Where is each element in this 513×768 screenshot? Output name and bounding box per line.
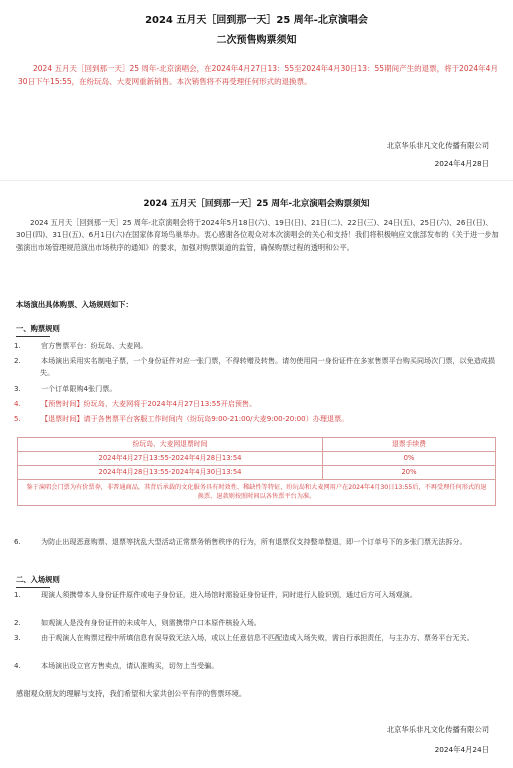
rules-heading: 一、购票规则 [16, 324, 60, 333]
entry-heading: 二、入场规则 [16, 575, 60, 584]
rule-item-6: 6. 为防止出现恶意购票、退票等扰乱大型活动正常票务销售秩序的行为，所有退票仅支持整单整退，即一个订单号下的多张门票无法拆分。 [14, 537, 467, 546]
rules-heading-underline [16, 336, 50, 337]
notice2-issuer: 北京华乐非凡文化传播有限公司 [386, 725, 489, 734]
table-cell-time: 2024年4月28日13:55-2024年4月30日13:54 [18, 466, 323, 480]
table-row [18, 466, 496, 480]
rule-item-5-refund-time: 5. 【退票时间】请于各售票平台客服工作时间内（纷玩岛9:00-21:00/大麦9:00-20:00）办理退票。 [14, 414, 349, 423]
entry-item-1: 1. 现演人须携带本人身份证件原件或电子身份证，进入场馆时需验证身份证件，同时进行人脸识别，通过后方可入场观演。 [14, 590, 417, 599]
table-note: 鉴于演唱会门票为有价票券，非普通商品，其背后承载的文化服务具有时效性、稀缺性等特征，纷玩岛和大麦网用户在2024年4月30日13:55后，不再受理任何形式的退换票、退款则按照时间以各售票平台为准。 [18, 480, 496, 506]
rule-item-3: 3. 一个订单限购4张门票。 [14, 384, 117, 393]
entry-item-3: 3. 由于观演人在购票过程中所填信息有误导致无法入场，或以上任意信息不匹配造成入场失败，需自行承担责任，与主办方、票务平台无关。 [14, 633, 474, 642]
rule-item-2: 2. 本场演出采用实名制电子票，一个身份证件对应一张门票，不得转赠及转售。请勿使用同一身份证件在多家售票平台购买同场次门票，以免造成损失。 [14, 356, 495, 378]
entry-item-4: 4. 本场演出设立官方售卖点，请认准购买，切勿上当受骗。 [14, 661, 219, 670]
rule-item-4-presale-time: 4. 【预售时间】纷玩岛、大麦网将于2024年4月27日13:55开启预售。 [14, 399, 257, 408]
table-note-row [18, 480, 496, 506]
table-cell-fee: 20% [323, 466, 496, 480]
table-header-row [18, 438, 496, 452]
table-cell-fee: 0% [323, 452, 496, 466]
rule-item-1: 1. 官方售票平台：纷玩岛、大麦网。 [14, 341, 148, 350]
howto-heading: 本场演出具体购票、入场规则如下： [16, 300, 133, 309]
notice1-date: 2024年4月28日 [434, 159, 489, 168]
notice1-title-line2: 二次预售购票须知 [216, 35, 297, 46]
notice2-intro: 2024 五月天［回到那一天］25 周年-北京演唱会将于2024年5月18日(六)、19日(日)、21日(二)、22日(三)、24日(五)、25日(六)、26日(日)、30日(四)、31日(五)、6月1日(六)在国家体育场鸟巢举办。衷心感谢各位观众对本次演唱会的关心和支持！我们将积极响应文旅部发布的《关于进一步加强演出市场管理规范演出市场秩序的通知》的要求，加强对购票渠道的监管，确保购票过程的透明和公平。 [16, 218, 499, 252]
entry-heading-underline [16, 587, 50, 588]
table-row [18, 452, 496, 466]
notice1-issuer: 北京华乐非凡文化传播有限公司 [386, 141, 489, 150]
table-header-refund-time: 纷玩岛、大麦网退票时间 [18, 438, 323, 452]
closing-text: 感谢观众朋友的理解与支持，我们希望和大家共创公平有序的售票环境。 [16, 689, 247, 698]
notice1-body: 2024 五月天［回到那一天］25 周年-北京演唱会，在2024年4月27日13：55至2024年4月30日13：55期间产生的退票，将于2024年4月30日下午15:55，在纷玩岛、大麦网重新销售。本次销售将不再受理任何形式的退换票。 [18, 64, 498, 87]
notice2-title: 2024 五月天［回到那一天］25 周年-北京演唱会购票须知 [143, 199, 370, 209]
notice2-date: 2024年4月24日 [434, 745, 489, 754]
table-cell-time: 2024年4月27日13:55-2024年4月28日13:54 [18, 452, 323, 466]
entry-item-2: 2. 如观演人是没有身份证件的未成年人，则需携带户口本原件核验入场。 [14, 618, 261, 627]
refund-fee-table [17, 437, 496, 506]
section-divider [0, 180, 513, 181]
table-header-refund-fee: 退票手续费 [323, 438, 496, 452]
notice1-title-line1: 2024 五月天［回到那一天］25 周年-北京演唱会 [145, 15, 368, 26]
